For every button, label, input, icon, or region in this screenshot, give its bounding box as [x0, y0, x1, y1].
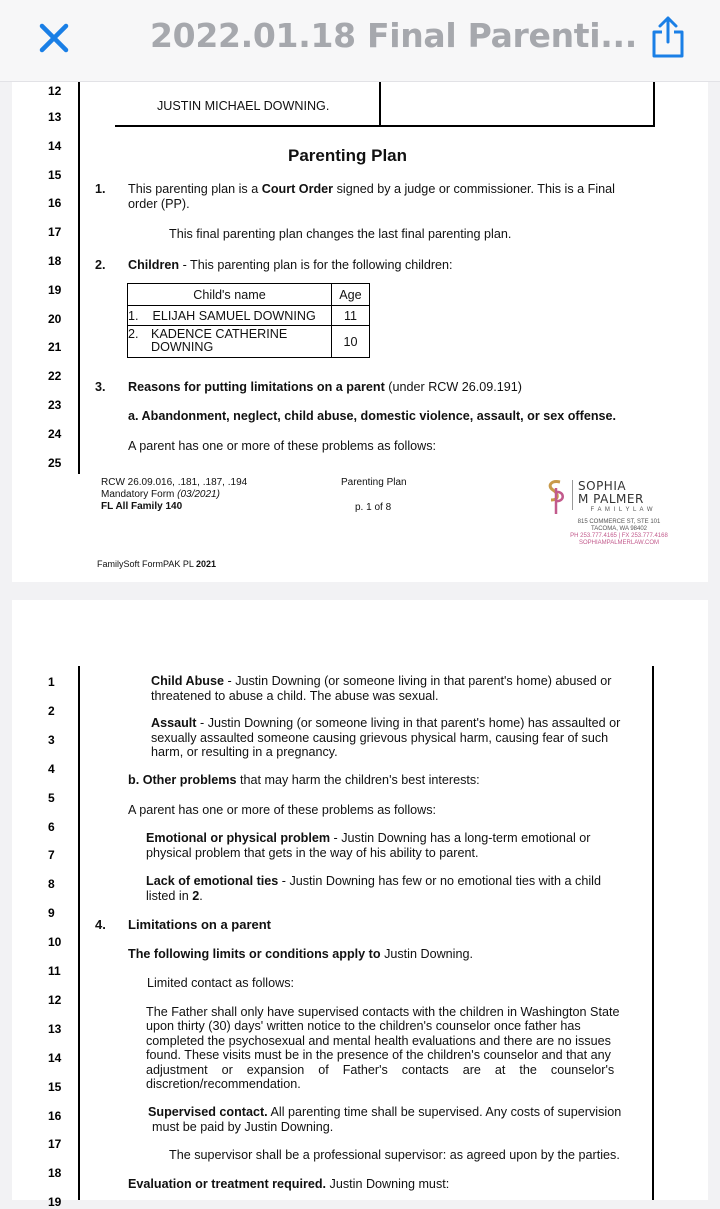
line-number: 20 [48, 311, 62, 326]
child-abuse-paragraph: Child Abuse - Justin Downing (or someone living in that parent's home) abused or threatened to abuse a child. The abuse was sexual. [151, 674, 612, 703]
table-header-name: Child's name [128, 284, 332, 306]
form-title: Parenting Plan [288, 146, 408, 165]
section-number: 3. [95, 380, 106, 394]
margin-line [78, 666, 80, 1200]
logo-divider [572, 480, 573, 510]
line-number: 15 [48, 1079, 62, 1094]
party-name: JUSTIN MICHAEL DOWNING. [157, 99, 330, 113]
margin-line [78, 82, 80, 474]
line-number: 5 [48, 790, 55, 805]
other-problems-intro: A parent has one or more of these problems as follows: [128, 803, 437, 817]
section-3a-text: A parent has one or more of these problems as follows: [128, 439, 437, 453]
line-number: 8 [48, 877, 55, 892]
share-button[interactable] [648, 14, 688, 60]
section-3-text: Reasons for putting limitations on a parent (under RCW 26.09.191) [128, 380, 522, 394]
margin-line-right [652, 666, 654, 1200]
line-number: 19 [48, 1195, 62, 1209]
section-number: 1. [95, 182, 106, 196]
line-number: 24 [48, 426, 62, 441]
law-firm-address-1: 815 COMMERCE ST, STE 101 [577, 519, 661, 525]
page-number: p. 1 of 8 [355, 502, 392, 513]
line-number: 12 [48, 992, 62, 1007]
line-number: 13 [48, 1021, 62, 1036]
child-age: 10 [332, 326, 370, 358]
section-3a-heading: a. Abandonment, neglect, child abuse, domestic violence, assault, or sex offense. [128, 409, 617, 423]
software-credit: FamilySoft FormPAK PL 2021 [97, 559, 217, 569]
line-number: 18 [48, 1166, 62, 1181]
caption-divider [379, 82, 381, 126]
section-number: 2. [95, 258, 106, 272]
evaluation-paragraph: Evaluation or treatment required. Justin Downing must: [128, 1177, 450, 1191]
supervisor-paragraph: The supervisor shall be a professional supervisor: as agreed upon by the parties. [169, 1148, 620, 1162]
document-title: 2022.01.18 Final Parenti... [150, 16, 637, 55]
line-number: 16 [48, 1108, 62, 1123]
line-number: 18 [48, 254, 62, 268]
line-number: 4 [48, 761, 55, 776]
child-age: 11 [332, 306, 370, 326]
row-number: 2. [128, 327, 139, 341]
line-number: 11 [48, 964, 61, 978]
close-button[interactable] [34, 18, 74, 58]
table-header-age: Age [332, 284, 370, 306]
caption-divider-right [653, 82, 655, 126]
share-icon [648, 14, 688, 60]
child-name: KADENCE CATHERINE DOWNING [151, 327, 288, 354]
table-row [128, 306, 370, 326]
line-number: 3 [48, 732, 55, 747]
top-bar [0, 0, 720, 82]
law-firm-website: SOPHIAMPALMERLAW.COM [578, 540, 659, 546]
section-1-subtext: This final parenting plan changes the last final parenting plan. [169, 227, 512, 241]
line-number: 21 [48, 340, 62, 355]
law-firm-address-2: TACOMA, WA 98402 [590, 526, 648, 532]
line-number: 2 [48, 703, 55, 718]
footer-center-title: Parenting Plan [341, 477, 407, 488]
footer-left: RCW 26.09.016, .181, .187, .194 Mandatory Form (03/2021) FL All Family 140 [101, 477, 248, 512]
line-number: 17 [48, 225, 62, 240]
line-number: 6 [48, 819, 55, 834]
assault-paragraph: Assault - Justin Downing (or someone living in that parent's home) has assaulted or sexually assaulted someone causing grievous physical harm, causing fear of such harm, or resulting in a pregnancy. [151, 716, 621, 759]
row-number: 1. [128, 308, 139, 323]
line-number: 15 [48, 167, 62, 182]
line-number: 17 [48, 1137, 62, 1152]
line-number: 9 [48, 906, 55, 921]
line-number: 22 [48, 369, 62, 384]
line-number: 7 [48, 848, 55, 863]
supervised-contact-paragraph: Supervised contact. All parenting time shall be supervised. Any costs of supervision must be paid by Justin Downing. [148, 1105, 622, 1134]
emotional-problem-paragraph: Emotional or physical problem - Justin Downing has a long-term emotional or physical problem that gets in the way of his ability to parent. [146, 831, 591, 860]
law-firm-logo-mark [545, 478, 567, 516]
other-problems-heading: b. Other problems that may harm the children's best interests: [128, 773, 480, 787]
line-number: 1 [48, 675, 55, 689]
law-firm-phone: PH 253.777.4165 | FX 253.777.4168 [570, 533, 668, 539]
close-icon [34, 18, 74, 58]
line-number: 25 [48, 455, 62, 470]
line-number: 13 [48, 110, 62, 124]
children-table [127, 283, 370, 358]
section-number: 4. [95, 917, 106, 932]
section-2-text: Children - This parenting plan is for the following children: [128, 258, 453, 272]
line-number: 16 [48, 196, 62, 211]
line-number: 23 [48, 398, 62, 412]
line-number: 14 [48, 1050, 62, 1065]
table-row [128, 326, 370, 358]
emotional-ties-paragraph: Lack of emotional ties - Justin Downing has few or no emotional ties with a child listed in 2. [146, 874, 601, 903]
section-4-title: Limitations on a parent [128, 917, 272, 932]
line-number: 10 [48, 935, 62, 950]
document-page-1 [12, 82, 708, 582]
law-firm-tagline: F A M I L Y L A W [590, 507, 654, 513]
line-number: 19 [48, 282, 62, 297]
document-page-2 [12, 600, 708, 1209]
line-number: 12 [48, 84, 62, 98]
law-firm-name: SOPHIA M PALMER [578, 479, 644, 506]
section-1-text: This parenting plan is a Court Order signed by a judge or commissioner. This is a Final order (PP). [128, 182, 615, 211]
limited-contact-label: Limited contact as follows: [147, 976, 294, 990]
caption-underline [115, 125, 655, 127]
child-name: ELIJAH SAMUEL DOWNING [152, 308, 316, 323]
line-number: 14 [48, 138, 62, 153]
father-contact-paragraph: The Father shall only have supervised contacts with the children in Washington State upon thirty (30) days' written notice to the children's counselor once father has completed the psychosexual and mental health evaluations and there are no issues found. These visits must be in the presence of the children's counselor and that any adjustment or expansion of Father's contacts are at the counselor's discretion/recommendation. [146, 1005, 620, 1092]
limits-heading: The following limits or conditions apply to Justin Downing. [128, 947, 473, 961]
